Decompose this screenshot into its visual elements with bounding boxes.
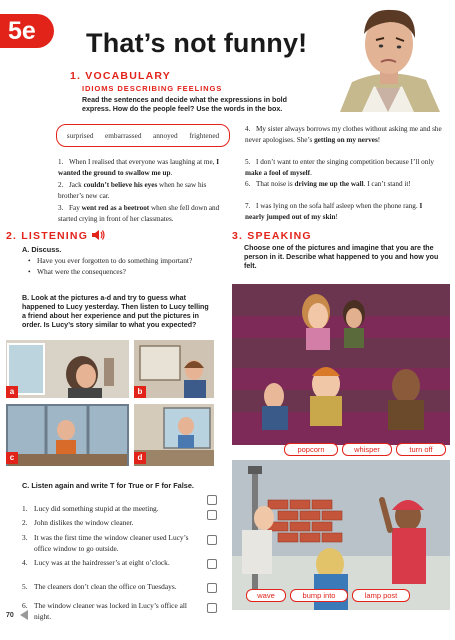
unit-badge: 5e: [0, 14, 54, 48]
listening-a-label: A. Discuss.: [22, 245, 62, 254]
listening-b-instruction: B. Look at the pictures a-d and try to guess what happened to Lucy yesterday. Then listen to Lucy telling a friend about her experience and put the pictures in order. Is Lucy’s story similar to what you expected?: [22, 294, 209, 329]
picture-a-label: a: [6, 386, 18, 398]
vocabulary-title: 1. VOCABULARY: [70, 70, 171, 82]
page-title: That’s not funny!: [86, 28, 308, 58]
vocab-sentence-3: 3. Fay went red as a beetroot when she fell down and started crying in front of her classmates.: [58, 204, 220, 223]
previous-page-arrow-icon[interactable]: [20, 610, 28, 620]
cinema-word-popcorn: popcorn: [284, 443, 338, 456]
vocabulary-subtitle: IDIOMS DESCRIBING FEELINGS: [82, 84, 223, 93]
vocab-sentence-2: 2. Jack couldn’t believe his eyes when he saw his brother’s new car.: [58, 181, 207, 200]
statement-4: 4. Lucy was at the hairdresser’s at eight o’clock.: [22, 558, 170, 567]
statement-3: 3. It was the first time the window cleaner used Lucy’s office window to go outside.: [22, 533, 189, 553]
listening-c-label: C. Listen again and write T for True or F for False.: [22, 481, 194, 490]
word-box-item: frightened: [189, 131, 220, 140]
cinema-picture: [232, 272, 450, 445]
picture-a: [6, 340, 129, 398]
street-word-wave: wave: [246, 589, 286, 602]
picture-b: [134, 340, 214, 398]
vocab-sentence-7: 7. I was lying on the sofa half asleep when the phone rang. I nearly jumped out of my skin!: [245, 202, 423, 221]
vocab-sentence-6: 6. That noise is driving me up the wall. I can’t stand it!: [245, 180, 411, 188]
street-word-bump-into: bump into: [290, 589, 348, 602]
word-box: [56, 124, 230, 147]
street-picture: [232, 460, 450, 610]
portrait-photo: [322, 0, 455, 112]
picture-d: [134, 404, 214, 466]
cinema-word-whisper: whisper: [342, 443, 392, 456]
vocab-sentence-4: 4. My sister always borrows my clothes without asking me and she never apologises. She’s getting on my nerves!: [245, 125, 442, 144]
picture-b-label: b: [134, 386, 146, 398]
vocab-sentence-1: 1. When I realised that everyone was laughing at me, I wanted the ground to swallow me up.: [58, 158, 220, 177]
picture-c-label: c: [6, 452, 18, 464]
tf-answer-box-2[interactable]: [207, 510, 217, 520]
statement-6: 6. The window cleaner was locked in Lucy’s office all night.: [22, 601, 187, 621]
street-word-lamp-post: lamp post: [352, 589, 410, 602]
tf-answer-box-6[interactable]: [207, 603, 217, 613]
speaking-instruction: Choose one of the pictures and imagine that you are the person in it. Describe what happened to you and how you felt.: [244, 244, 439, 270]
statement-2: 2. John dislikes the window cleaner.: [22, 518, 134, 527]
word-box-item: annoyed: [152, 131, 178, 140]
statement-1: 1. Lucy did something stupid at the meeting.: [22, 504, 159, 513]
vocabulary-instruction: Read the sentences and decide what the expressions in bold express. How do the people feel? Use the words in the box.: [82, 96, 287, 113]
audio-icon[interactable]: [91, 229, 105, 241]
tf-answer-box-3[interactable]: [207, 535, 217, 545]
listening-title: 2. LISTENING: [6, 230, 89, 242]
page-number: 70: [6, 612, 14, 619]
word-box-item: embarrassed: [105, 131, 142, 140]
vocab-sentence-5: 5. I don’t want to enter the singing competition because I’ll only make a fool of myself.: [245, 158, 434, 177]
tf-answer-box-1[interactable]: [207, 495, 217, 505]
listening-a-bullets: • Have you ever forgotten to do something important? • What were the consequences?: [28, 256, 193, 276]
picture-c: [6, 404, 129, 466]
speaking-title: 3. SPEAKING: [232, 230, 312, 242]
statement-5: 5. The cleaners don’t clean the office on Tuesdays.: [22, 582, 177, 591]
tf-answer-box-5[interactable]: [207, 583, 217, 593]
picture-d-label: d: [134, 452, 146, 464]
tf-answer-box-4[interactable]: [207, 559, 217, 569]
cinema-word-turn-off: turn off: [396, 443, 446, 456]
word-box-item: surprised: [66, 131, 94, 140]
